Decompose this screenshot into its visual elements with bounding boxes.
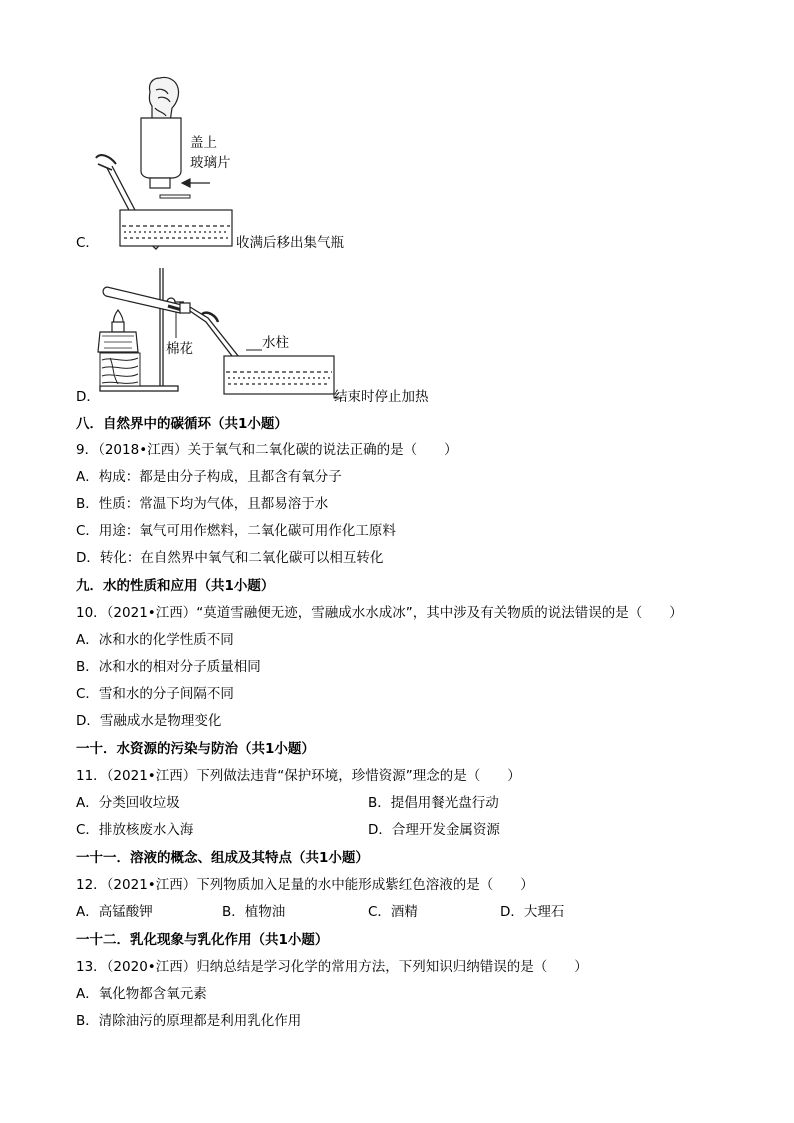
question-10-option-b: B．冰和水的相对分子质量相同: [76, 659, 261, 675]
question-10-option-c: C．雪和水的分子间隔不同: [76, 686, 234, 702]
section-heading: 一十二．乳化现象与乳化作用（共1小题）: [76, 932, 329, 948]
question-12-option-b: B．植物油: [222, 904, 286, 920]
question-9-option-d: D．转化：在自然界中氧气和二氧化碳可以相互转化: [76, 550, 384, 566]
question-12-option-c: C．酒精: [368, 904, 418, 920]
question-11-option-c: C．排放核废水入海: [76, 822, 194, 838]
alcohol-lamp: [98, 310, 138, 352]
figure-d-caption: 结束时停止加热: [334, 389, 429, 405]
section-heading: 一十．水资源的污染与防治（共1小题）: [76, 741, 315, 757]
section-heading: 一十一．溶液的概念、组成及其特点（共1小题）: [76, 850, 369, 866]
question-12-option-d: D．大理石: [500, 904, 565, 920]
label-cotton: 棉花: [166, 341, 193, 357]
figure-c-caption: 收满后移出集气瓶: [236, 235, 344, 251]
section-heading: 九．水的性质和应用（共1小题）: [76, 578, 275, 594]
question-9-stem: 9．（2018•江西）关于氧气和二氧化碳的说法正确的是（ ）: [76, 442, 458, 458]
question-9-option-b: B．性质：常温下均为气体，且都易溶于水: [76, 496, 329, 512]
question-12-option-a: A．高锰酸钾: [76, 904, 153, 920]
question-12-stem: 12．（2021•江西）下列物质加入足量的水中能形成紫红色溶液的是（ ）: [76, 877, 534, 893]
test-tube: [103, 287, 190, 313]
question-11-option-a: A．分类回收垃圾: [76, 795, 180, 811]
question-9-option-a: A．构成：都是由分子构成，且都含有氧分子: [76, 469, 342, 485]
question-10-option-a: A．冰和水的化学性质不同: [76, 632, 234, 648]
question-11-option-b: B．提倡用餐光盘行动: [368, 795, 499, 811]
section-heading: 八．自然界中的碳循环（共1小题）: [76, 416, 288, 432]
label-water-column: 水柱: [262, 335, 289, 351]
question-13-stem: 13．（2020•江西）归纳总结是学习化学的常用方法，下列知识归纳错误的是（ ）: [76, 959, 588, 975]
figure-d-illustration: [0, 0, 794, 420]
question-11-option-d: D．合理开发金属资源: [368, 822, 500, 838]
question-13-option-b: B．清除油污的原理都是利用乳化作用: [76, 1013, 302, 1029]
question-10-option-d: D．雪融成水是物理变化: [76, 713, 222, 729]
question-10-stem: 10．（2021•江西）“莫道雪融便无迹，雪融成水水成冰”，其中涉及有关物质的说法错误的是（ ）: [76, 605, 683, 621]
label-cover-line1: 盖上: [190, 135, 217, 151]
option-d-marker: D．: [76, 389, 100, 405]
question-13-option-a: A．氧化物都含氧元素: [76, 986, 207, 1002]
wood-block: [100, 353, 140, 386]
question-9-option-c: C．用途：氧气可用作燃料，二氧化碳可用作化工原料: [76, 523, 396, 539]
water-trough-d: [224, 356, 334, 394]
question-11-stem: 11．（2021•江西）下列做法违背“保护环境，珍惜资源”理念的是（ ）: [76, 768, 521, 784]
option-c-marker: C．: [76, 235, 99, 251]
label-cover-line2: 玻璃片: [190, 155, 231, 171]
